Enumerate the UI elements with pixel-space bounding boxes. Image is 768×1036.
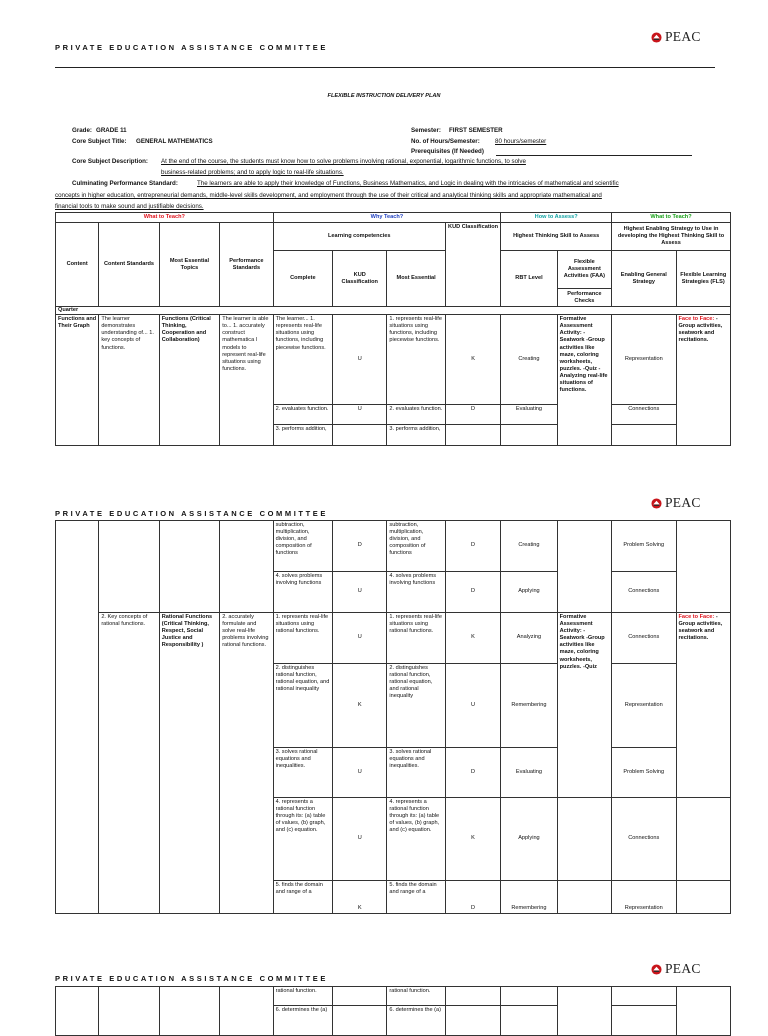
fls-cell <box>676 881 731 914</box>
content-cell <box>56 987 99 1036</box>
fls-cell <box>676 315 730 446</box>
essential-cell: 4. solves problems involving functions <box>387 572 445 613</box>
faa-cell <box>557 881 611 914</box>
prereq-label: Prerequisites (If Needed) <box>411 148 484 155</box>
complete-cell: rational function. <box>273 987 332 1006</box>
rbt-cell: Creating <box>501 521 557 572</box>
kud1-cell: U <box>333 315 387 405</box>
fidp-table-page-2 <box>55 520 731 914</box>
fls-cell <box>676 987 731 1036</box>
topics-cell <box>159 521 219 613</box>
kud2-cell <box>445 987 500 1006</box>
kud1-cell: U <box>333 613 387 664</box>
col-topics: Most Essential Topics <box>159 223 219 307</box>
kud1-cell: K <box>333 664 387 748</box>
strategy-cell <box>612 425 676 446</box>
rbt-cell: Evaluating <box>501 405 557 425</box>
quarter-row: Quarter <box>56 307 731 315</box>
page-1 <box>0 0 768 470</box>
rbt-cell <box>501 1006 557 1036</box>
what-to-teach-header-2: What to Teach? <box>612 213 731 223</box>
strategy-cell: Connections <box>612 798 676 881</box>
strategy-cell: Problem Solving <box>612 521 676 572</box>
hours-value: 80 hours/semester <box>495 138 547 145</box>
complete-cell: 3. performs addition, <box>273 425 332 446</box>
faa-cell <box>557 521 611 613</box>
header-rule <box>55 67 715 68</box>
content-cell <box>56 521 99 914</box>
col-learning-competencies: Learning competencies <box>273 223 445 251</box>
how-to-assess-header: How to Assess? <box>501 213 612 223</box>
fls-text: -Group activities, seatwork and recitations. <box>678 316 723 344</box>
col-performance-checks: Performance Checks <box>557 289 611 307</box>
fls-cell <box>676 613 731 798</box>
complete-cell: 1. represents real-life situations using rational functions. <box>273 613 332 664</box>
performance-standard-cell: The learner is able to... 1. accurately construct mathematica l models to represent real-life situations using functions. <box>220 315 273 446</box>
performance-standard-cell <box>220 987 273 1036</box>
kud2-cell <box>445 425 500 446</box>
kud1-cell: D <box>333 521 387 572</box>
what-to-teach-header: What to Teach? <box>56 213 274 223</box>
kud2-cell: D <box>445 881 500 914</box>
faa-cell: Formative Assessment Activity: -Seatwork -Group activities like maze, coloring worksheets, puzzles. -Quiz -Analyzing real-life situations of functions. <box>557 315 611 446</box>
why-teach-header: Why Teach? <box>273 213 501 223</box>
grade-label: Grade: <box>72 127 92 134</box>
col-enabling-header: Highest Enabling Strategy to Use in developing the Highest Thinking Skill to Assess <box>612 223 731 251</box>
subject-label: Core Subject Title: <box>72 138 127 145</box>
hours-label: No. of Hours/Semester: <box>411 138 480 145</box>
grade-value: GRADE 11 <box>96 127 127 134</box>
complete-cell: 3. solves rational equations and inequalities. <box>273 748 332 798</box>
rbt-cell: Applying <box>501 572 557 613</box>
kud2-cell: K <box>445 315 500 405</box>
rbt-cell <box>501 425 557 446</box>
rbt-cell: Analyzing <box>501 613 557 664</box>
rbt-cell: Applying <box>501 798 557 881</box>
col-content: Content <box>56 223 99 307</box>
topics-cell <box>159 987 219 1036</box>
kud2-cell: K <box>445 613 500 664</box>
col-complete: Complete <box>273 251 332 307</box>
fidp-table-page-1 <box>55 212 731 446</box>
col-faa: Flexible Assessment Activities (FAA) <box>557 251 611 289</box>
essential-cell: 5. finds the domain and range of a <box>387 881 445 914</box>
page-2 <box>0 490 768 910</box>
essential-cell: 1. represents real-life situations using functions, including piecewise functions. <box>387 315 445 405</box>
kud2-cell: K <box>445 798 500 881</box>
essential-cell: 1. represents real-life situations using rational functions. <box>387 613 445 664</box>
peac-logo <box>651 961 701 977</box>
topics-cell: Rational Functions (Critical Thinking, Respect, Social Justice and Responsibility ) <box>159 613 219 914</box>
kud2-cell: D <box>445 572 500 613</box>
faa-cell: Formative Assessment Activity: -Seatwork -Group activities like maze, coloring worksheets, puzzles. -Quiz <box>557 613 611 798</box>
col-performance-standards: Performance Standards <box>220 223 273 307</box>
peac-emblem-icon <box>651 964 662 975</box>
strategy-cell <box>612 987 676 1006</box>
col-kud-1: KUD Classification <box>333 251 387 307</box>
topics-cell: Functions (Critical Thinking, Cooperation and Collaboration) <box>159 315 219 446</box>
semester-value: FIRST SEMESTER <box>449 127 503 134</box>
rbt-cell: Creating <box>501 315 557 405</box>
peac-logo-text: PEAC <box>665 961 701 976</box>
fls-label: Face to Face: <box>678 316 715 323</box>
content-standard-cell: The learner demonstrates understanding of... 1. key concepts of functions. <box>99 315 159 446</box>
description-line-1: At the end of the course, the students must know how to solve problems involving rational, exponential, logarithmic functions, to solve <box>161 158 526 165</box>
kud1-cell <box>333 987 387 1006</box>
faa-cell <box>557 798 611 881</box>
col-rbt-level: RBT Level <box>501 251 557 307</box>
kud1-cell <box>333 425 387 446</box>
kud1-cell <box>333 1006 387 1036</box>
prereq-line <box>496 155 692 156</box>
org-header: PRIVATE EDUCATION ASSISTANCE COMMITTEE <box>55 509 328 518</box>
essential-cell: 2. distinguishes rational function, rational equation, and rational inequality <box>387 664 445 748</box>
content-standard-cell <box>99 521 159 613</box>
rbt-cell <box>501 987 557 1006</box>
org-header: PRIVATE EDUCATION ASSISTANCE COMMITTEE <box>55 43 328 52</box>
strategy-cell: Representation <box>612 664 676 748</box>
kud1-cell: U <box>333 798 387 881</box>
peac-logo-text: PEAC <box>665 495 701 510</box>
fls-cell <box>676 521 731 613</box>
content-standard-cell: 2. Key concepts of rational functions. <box>99 613 159 914</box>
content-standard-cell <box>99 987 159 1036</box>
complete-cell: subtraction, multiplication, division, and composition of functions <box>273 521 332 572</box>
strategy-cell <box>612 1006 676 1036</box>
complete-cell: 4. represents a rational function through its: (a) table of values, (b) graph, and (c) equation. <box>273 798 332 881</box>
fls-text: -Group activities, seatwork and recitations. <box>678 614 723 642</box>
essential-cell: 6. determines the (a) <box>387 1006 445 1036</box>
performance-standard-cell: 2. accurately formulate and solve real-life problems involving rational functions. <box>220 613 273 914</box>
strategy-cell: Problem Solving <box>612 748 676 798</box>
semester-label: Semester: <box>411 127 441 134</box>
essential-cell: rational function. <box>387 987 445 1006</box>
strategy-cell: Connections <box>612 572 676 613</box>
org-header: PRIVATE EDUCATION ASSISTANCE COMMITTEE <box>55 974 328 983</box>
document-title: FLEXIBLE INSTRUCTION DELIVERY PLAN <box>327 93 441 99</box>
cps-line-3: financial tools to make sound and justifiable decisions. <box>55 203 204 210</box>
complete-cell: 2. evaluates function. <box>273 405 332 425</box>
essential-cell: 2. evaluates function. <box>387 405 445 425</box>
col-most-essential: Most Essential <box>387 251 445 307</box>
kud1-cell: U <box>333 572 387 613</box>
col-highest-thinking: Highest Thinking Skill to Assess <box>501 223 612 251</box>
page-3 <box>0 955 768 1024</box>
essential-cell: 4. represents a rational function through its: (a) table of values, (b) graph, and (c) equation. <box>387 798 445 881</box>
cps-line-2: concepts in higher education, entrepreneurial demands, middle-level skills development, and employment through the use of their critical and analytical thinking skills and appropriate mathematical and <box>55 192 602 199</box>
complete-cell: 2. distinguishes rational function, rational equation, and rational inequality <box>273 664 332 748</box>
faa-cell <box>557 987 611 1036</box>
kud2-cell: D <box>445 405 500 425</box>
complete-cell: The learner... 1. represents real-life situations using functions, including piecewise functions. <box>273 315 332 405</box>
strategy-cell: Connections <box>612 405 676 425</box>
peac-logo <box>651 29 701 45</box>
complete-cell: 4. solves problems involving functions <box>273 572 332 613</box>
fidp-table-page-3 <box>55 986 731 1036</box>
kud2-cell: D <box>445 748 500 798</box>
essential-cell: 3. performs addition, <box>387 425 445 446</box>
strategy-cell: Representation <box>612 315 676 405</box>
rbt-cell: Evaluating <box>501 748 557 798</box>
col-fls: Flexible Learning Strategies (FLS) <box>676 251 730 307</box>
rbt-cell: Remembering <box>501 664 557 748</box>
peac-emblem-icon <box>651 32 662 43</box>
description-line-2: business-related problems; and to apply logic to real-life situations. <box>161 169 344 176</box>
cps-label: Culminating Performance Standard: <box>72 180 178 187</box>
kud2-cell <box>445 1006 500 1036</box>
content-cell: Functions and Their Graph <box>56 315 99 446</box>
fls-label: Face to Face: <box>678 614 715 620</box>
peac-logo-text: PEAC <box>665 29 701 44</box>
complete-cell: 5. finds the domain and range of a <box>273 881 332 914</box>
col-kud-2: KUD Classification <box>445 223 500 307</box>
performance-standard-cell <box>220 521 273 613</box>
col-enabling-general: Enabling General Strategy <box>612 251 676 307</box>
strategy-cell: Connections <box>612 613 676 664</box>
fls-cell <box>676 798 731 881</box>
kud1-cell: K <box>333 881 387 914</box>
rbt-cell: Remembering <box>501 881 557 914</box>
kud1-cell: U <box>333 405 387 425</box>
complete-cell: 6. determines the (a) <box>273 1006 332 1036</box>
peac-emblem-icon <box>651 498 662 509</box>
subject-value: GENERAL MATHEMATICS <box>136 138 213 145</box>
col-content-standards: Content Standards <box>99 223 159 307</box>
peac-logo <box>651 495 701 511</box>
kud2-cell: U <box>445 664 500 748</box>
essential-cell: 3. solves rational equations and inequalities. <box>387 748 445 798</box>
essential-cell: subtraction, multiplication, division, and composition of functions <box>387 521 445 572</box>
kud1-cell: U <box>333 748 387 798</box>
description-label: Core Subject Description: <box>72 158 148 165</box>
kud2-cell: D <box>445 521 500 572</box>
cps-line-1: The learners are able to apply their knowledge of Functions, Business Mathematics, and Logic in dealing with the intricacies of mathematical and scientific <box>197 180 619 187</box>
strategy-cell: Representation <box>612 881 676 914</box>
